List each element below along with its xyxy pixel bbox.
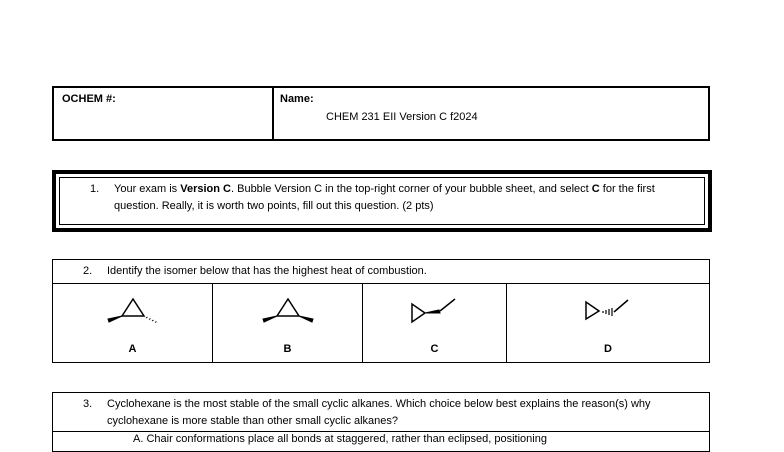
question-2-options	[53, 284, 709, 363]
name-cell	[274, 88, 708, 139]
q1-version-bold: Version C	[180, 183, 231, 195]
question-1-box	[52, 170, 712, 232]
question-3-divider	[53, 431, 709, 432]
option-c-label: C	[430, 343, 439, 355]
question-3-box	[52, 392, 710, 452]
ochem-number-cell	[54, 88, 274, 139]
exam-header-box	[52, 86, 710, 141]
structure-b-icon	[213, 288, 363, 343]
option-c-cell[interactable]	[363, 284, 507, 363]
structure-c-icon	[363, 288, 507, 343]
question-1-text	[90, 181, 694, 215]
q1-text-before: Your exam is	[114, 183, 181, 195]
option-b-cell[interactable]	[213, 284, 363, 363]
question-2-text: Identify the isomer below that has the highest heat of combustion.	[107, 265, 427, 277]
q1-text-mid: . Bubble Version C in the top-right corner of your bubble sheet, and select	[231, 183, 592, 195]
name-label: Name:	[280, 93, 314, 105]
structure-d-icon	[507, 288, 709, 343]
option-a-label: A	[128, 343, 137, 355]
option-a-cell[interactable]	[53, 284, 213, 363]
question-1-inner	[59, 177, 705, 225]
q1-c-bold: C	[591, 183, 600, 195]
question-3-inner	[53, 393, 709, 430]
ochem-number-label: OCHEM #:	[62, 93, 116, 105]
option-b-label: B	[283, 343, 292, 355]
exam-version-text: CHEM 231 EII Version C f2024	[326, 111, 478, 123]
question-2-number: 2.	[83, 265, 93, 277]
option-d-label: D	[604, 343, 612, 355]
question-3-number: 3.	[83, 398, 93, 410]
q1-text-after: for the first question. Really, it is worth two points, fill out this question. (2 pts)	[114, 183, 655, 212]
structure-a-icon	[53, 288, 213, 343]
question-2-row	[53, 260, 709, 284]
question-2-box	[52, 259, 710, 363]
question-1-number: 1.	[90, 183, 100, 195]
question-3-choice-a[interactable]: A. Chair conformations place all bonds at staggered, rather than eclipsed, positioning	[133, 433, 547, 445]
option-d-cell[interactable]	[507, 284, 709, 363]
question-3-text: Cyclohexane is the most stable of the small cyclic alkanes. Which choice below best explains the reason(s) why cyclohexane is more stable than other small cyclic alkanes?	[107, 398, 651, 427]
